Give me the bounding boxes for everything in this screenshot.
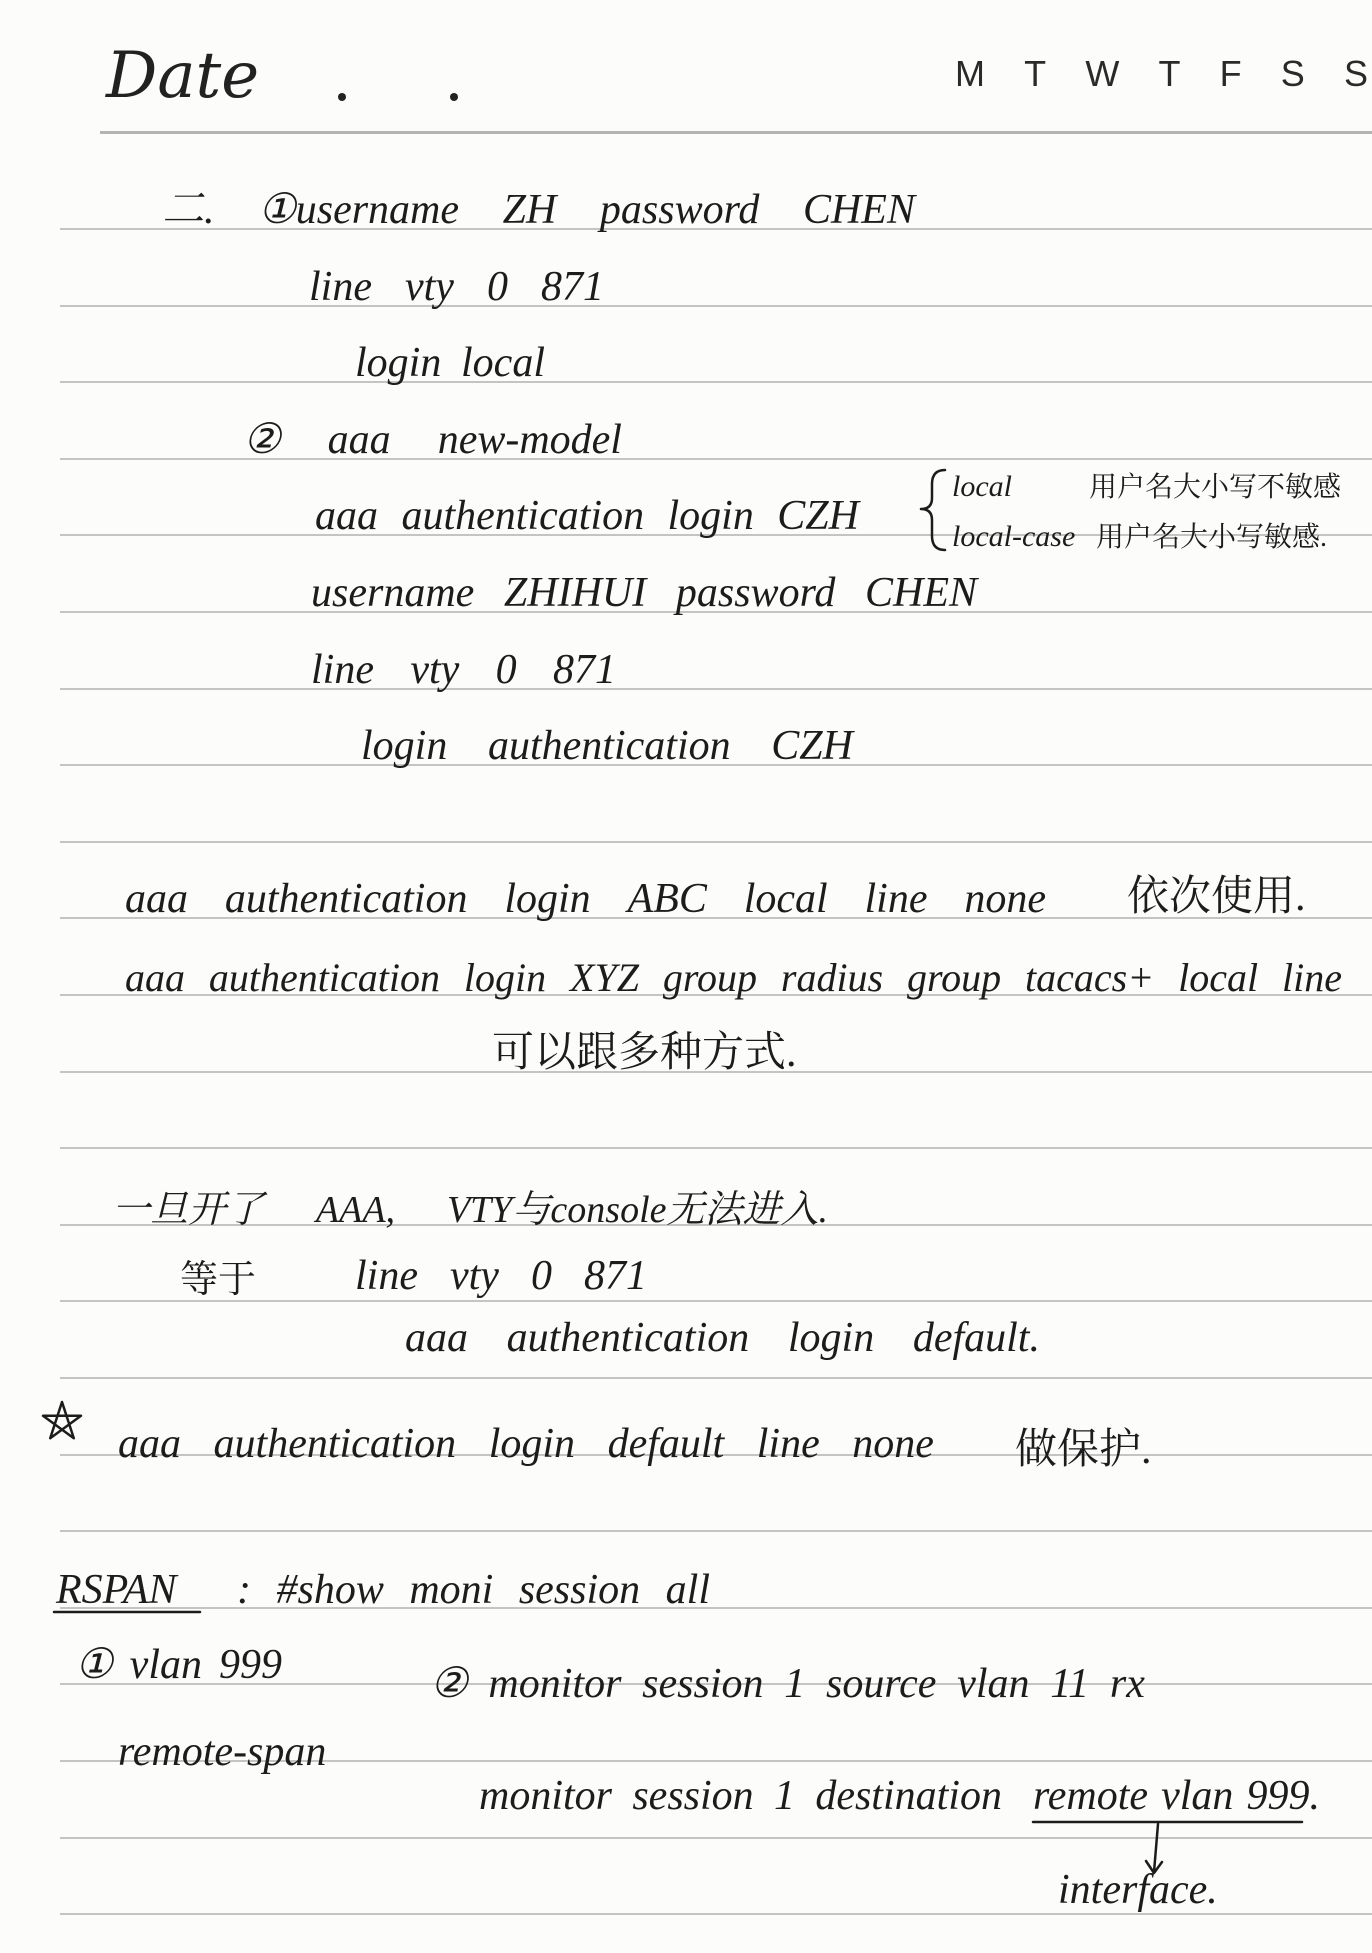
note-word: #show	[276, 1567, 384, 1613]
note-word: login	[787, 1315, 875, 1361]
note-word: 871	[540, 264, 604, 310]
ruled-line	[60, 1377, 1372, 1379]
note-word: vty	[410, 647, 460, 693]
note-xyz-comment: 可以跟多种方式.	[492, 1030, 797, 1076]
note-word: ①	[75, 1642, 113, 1688]
brace-note-local-case-desc: 用户名大小写敏感.	[1096, 522, 1328, 553]
note-destination-target	[1033, 1772, 1320, 1820]
note-line-show-moni	[237, 1566, 710, 1614]
note-word: line	[864, 876, 928, 922]
note-word: local	[461, 340, 545, 386]
note-line-monitor-source	[430, 1660, 1145, 1708]
note-line-authentication-czh	[315, 492, 859, 540]
note-word: none	[964, 876, 1046, 922]
note-word: CZH	[771, 723, 853, 769]
note-line-abc	[125, 875, 1046, 923]
note-word: rx	[1109, 1661, 1145, 1707]
weekday-letter: S	[1343, 53, 1368, 94]
note-word: aaa	[125, 876, 188, 922]
note-word: login	[488, 1421, 576, 1467]
brace-icon	[921, 470, 945, 550]
note-line-vty-2	[311, 646, 616, 694]
note-word: aaa	[315, 493, 378, 539]
ruled-line	[60, 1530, 1372, 1532]
weekday-row	[955, 52, 1368, 96]
note-word: aaa	[118, 1421, 181, 1467]
note-line-vlan-999	[75, 1641, 282, 1689]
note-word: source	[826, 1661, 937, 1707]
note-word: radius	[780, 955, 884, 1000]
note-word: CZH	[777, 493, 859, 539]
note-word: username	[311, 570, 475, 616]
ruled-line	[100, 131, 1372, 134]
note-word: XYZ	[570, 955, 639, 1000]
note-word: authentication	[488, 723, 731, 769]
note-word: authentication	[208, 955, 440, 1000]
note-word: session	[632, 1773, 754, 1819]
note-word: ABC	[627, 876, 707, 922]
note-line-auth-default	[405, 1314, 1040, 1362]
note-word: CHEN	[864, 570, 977, 616]
note-word: CHEN	[802, 187, 915, 233]
note-word: login	[667, 493, 754, 539]
ruled-line	[60, 841, 1372, 843]
note-line-protect	[118, 1420, 934, 1468]
weekday-letter: S	[1280, 53, 1305, 94]
note-line-new-model	[243, 416, 622, 464]
note-word: vty	[405, 264, 454, 310]
note-word: destination	[815, 1773, 1002, 1819]
note-word: authentication	[401, 493, 645, 539]
weekday-letter: M	[955, 53, 985, 94]
note-word: monitor	[488, 1661, 622, 1707]
weekday-letter: T	[1158, 53, 1181, 94]
note-word: remote	[1033, 1773, 1149, 1819]
note-word: moni	[409, 1567, 494, 1613]
note-word: password	[599, 187, 760, 233]
note-word: ②	[430, 1661, 468, 1707]
note-word: 11	[1050, 1661, 1090, 1707]
note-equals-label: 等于	[180, 1259, 257, 1301]
note-word: none	[852, 1421, 934, 1467]
weekday-letter: F	[1219, 53, 1242, 94]
note-word: 999	[219, 1642, 282, 1688]
note-word: new-model	[437, 417, 622, 463]
note-line-warning	[112, 1186, 828, 1234]
note-remote-span: remote-span	[118, 1729, 327, 1775]
note-word: local	[743, 876, 828, 922]
note-word: monitor	[479, 1773, 613, 1819]
note-word: 0	[486, 264, 508, 310]
ruled-line	[60, 305, 1372, 307]
note-word: authentication	[506, 1315, 750, 1361]
ruled-line	[60, 381, 1372, 383]
note-word: vlan	[957, 1661, 1030, 1707]
note-word: session	[518, 1567, 641, 1613]
note-word: line	[1282, 955, 1342, 1000]
note-word: ZHIHUI	[503, 570, 647, 616]
note-line-xyz	[125, 954, 1342, 1002]
note-word: default	[607, 1421, 725, 1467]
arrow-down-icon	[1154, 1824, 1158, 1872]
ruled-line	[60, 1837, 1372, 1839]
note-word: aaa	[405, 1315, 468, 1361]
note-word: 1	[784, 1661, 806, 1707]
note-word: password	[675, 570, 836, 616]
note-word: aaa	[327, 417, 391, 463]
note-word: vty	[450, 1253, 499, 1299]
note-word: local	[1178, 955, 1259, 1000]
brace-note-local-case: local-case	[952, 520, 1076, 553]
note-line-vty-3	[355, 1252, 647, 1300]
note-line-login-authentication	[361, 722, 853, 770]
note-word: 一旦开了	[112, 1189, 265, 1231]
note-word: vlan	[129, 1642, 202, 1688]
note-word: login	[504, 876, 591, 922]
date-dot	[450, 93, 458, 101]
note-word: line	[756, 1421, 820, 1467]
brace-note-local: local	[952, 470, 1012, 503]
note-line-username-zhihui	[311, 569, 977, 617]
note-word: 二.	[162, 187, 215, 233]
note-word: VTY与console无法进入.	[446, 1189, 828, 1231]
note-word: 871	[552, 647, 616, 693]
date-label: Date	[106, 39, 260, 113]
note-word: aaa	[125, 955, 185, 1000]
note-word: group	[662, 955, 757, 1000]
note-word: :	[237, 1567, 251, 1613]
note-word: ①username	[258, 187, 460, 233]
note-word: AAA,	[315, 1189, 396, 1231]
note-word: 999.	[1246, 1773, 1320, 1819]
note-word: group	[907, 955, 1002, 1000]
note-abc-comment: 依次使用.	[1127, 874, 1306, 920]
note-word: all	[665, 1567, 710, 1613]
note-interface: interface.	[1058, 1867, 1218, 1913]
note-word: vlan	[1161, 1773, 1234, 1819]
note-word: 0	[495, 647, 517, 693]
rspan-heading: RSPAN	[56, 1567, 177, 1613]
note-word: ②	[243, 417, 281, 463]
note-word: 0	[530, 1253, 552, 1299]
ruled-line	[60, 1147, 1372, 1149]
note-word: authentication	[213, 1421, 457, 1467]
date-dot	[338, 93, 346, 101]
note-word: login	[361, 723, 448, 769]
note-line-login-local	[355, 339, 545, 387]
weekday-letter: T	[1024, 53, 1047, 94]
weekday-letter: W	[1085, 53, 1120, 94]
note-protect-comment: 做保护.	[1015, 1427, 1152, 1473]
ruled-line	[60, 1300, 1372, 1302]
note-word: login	[463, 955, 547, 1000]
note-word: line	[311, 647, 374, 693]
note-word: session	[642, 1661, 764, 1707]
note-word: tacacs+	[1025, 955, 1155, 1000]
note-word: 871	[583, 1253, 647, 1299]
note-word: default.	[912, 1315, 1040, 1361]
note-line-username-zh	[162, 186, 915, 234]
note-word: login	[355, 340, 442, 386]
note-word: ZH	[502, 187, 557, 233]
note-word: 1	[774, 1773, 795, 1819]
ruled-line	[60, 688, 1372, 690]
brace-note-local-desc: 用户名大小写不敏感	[1089, 472, 1342, 503]
note-line-vty-1	[309, 263, 604, 311]
star-icon	[43, 1402, 81, 1438]
note-word: line	[355, 1253, 418, 1299]
note-word: authentication	[224, 876, 468, 922]
note-line-monitor-destination	[479, 1772, 1002, 1820]
note-word: line	[309, 264, 372, 310]
